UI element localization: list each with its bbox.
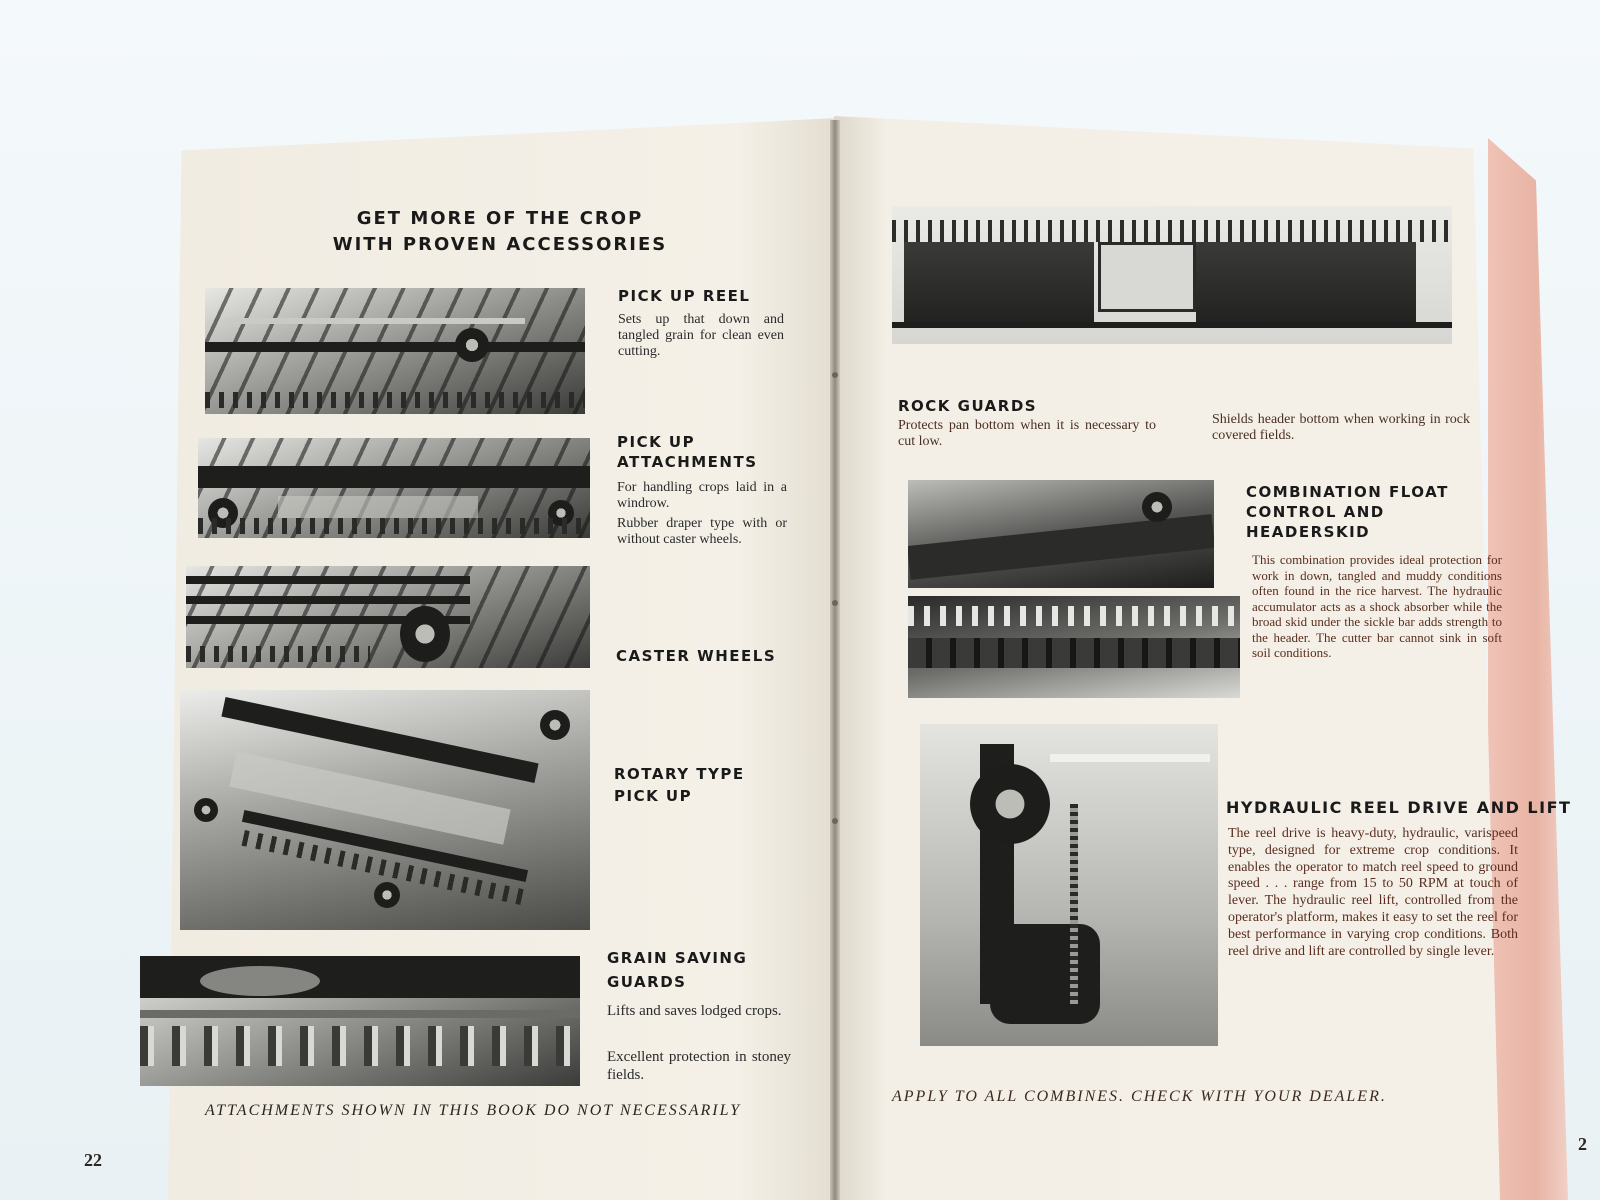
grain-saving-guards-heading-2: GUARDS: [607, 973, 687, 991]
pick-up-reel-heading: PICK UP REEL: [618, 287, 751, 305]
rotary-pick-up-heading: ROTARY TYPE: [614, 765, 745, 783]
pick-up-attachments-text-2: Rubber draper type with or without caster wheels.: [617, 516, 787, 547]
page-title-line-2: WITH PROVEN ACCESSORIES: [332, 234, 668, 255]
left-footer-note: ATTACHMENTS SHOWN IN THIS BOOK DO NOT NECESSARILY: [205, 1102, 742, 1119]
grain-saving-guards-photo: [140, 956, 580, 1086]
rock-guards-text-right: Shields header bottom when working in rock covered fields.: [1212, 412, 1470, 443]
float-control-photo-bottom: [908, 596, 1240, 698]
float-control-photo-top: [908, 480, 1214, 588]
right-page-number: 2: [1578, 1134, 1587, 1154]
float-control-heading-1: COMBINATION FLOAT: [1246, 483, 1449, 501]
page-stack-edge: [1488, 138, 1568, 1200]
left-page-number: 22: [84, 1150, 102, 1170]
rock-guards-photo: [892, 206, 1452, 344]
float-control-heading-3: HEADERSKID: [1246, 523, 1371, 541]
book-spine: [830, 120, 840, 1200]
right-footer-note: APPLY TO ALL COMBINES. CHECK WITH YOUR DEALER.: [892, 1088, 1387, 1105]
spine-stitch: [832, 372, 838, 378]
rock-guards-text-left: Protects pan bottom when it is necessary to cut low.: [898, 418, 1156, 449]
grain-saving-guards-text-2: Excellent protection in stoney fields.: [607, 1049, 791, 1083]
spine-stitch: [832, 600, 838, 606]
hydraulic-reel-drive-photo: [920, 724, 1218, 1046]
rotary-pick-up-heading-2: PICK UP: [614, 787, 693, 805]
pick-up-reel-photo: [205, 288, 585, 414]
spine-stitch: [832, 818, 838, 824]
rotary-pick-up-photo: [180, 690, 590, 930]
caster-wheels-photo: [186, 566, 590, 668]
pick-up-attachments-heading: PICK UP: [617, 433, 696, 451]
hydraulic-reel-drive-heading: HYDRAULIC REEL DRIVE AND LIFT: [1226, 798, 1572, 817]
rock-guards-heading: ROCK GUARDS: [898, 397, 1038, 415]
pick-up-attachments-text-1: For handling crops laid in a windrow.: [617, 480, 787, 511]
grain-saving-guards-heading: GRAIN SAVING: [607, 949, 748, 967]
pick-up-attachment-photo: [198, 438, 590, 538]
grain-saving-guards-text-1: Lifts and saves lodged crops.: [607, 1003, 782, 1019]
pick-up-attachments-heading-2: ATTACHMENTS: [617, 453, 758, 471]
float-control-heading-2: CONTROL AND: [1246, 503, 1385, 521]
hydraulic-reel-drive-text: The reel drive is heavy-duty, hydraulic, varispeed type, designed for extreme crop conditions. It enables the operator to match reel speed to ground speed . . . range from 15 to 50 RPM at touch of lever. The hydraulic reel lift, controlled from the operator's platform, makes it easy to set the reel for best performance in varying crop conditions. Both reel drive and lift are controlled by single lever.: [1228, 826, 1518, 959]
caster-wheels-heading: CASTER WHEELS: [616, 647, 777, 665]
float-control-text: This combination provides ideal protection for work in down, tangled and muddy conditions often found in the rice harvest. The hydraulic accumulator acts as a shock absorber while the broad skid under the sickle bar adds strength to the header. The cutter bar cannot sink in soft soil conditions.: [1252, 552, 1502, 660]
pick-up-reel-text: Sets up that down and tangled grain for clean even cutting.: [618, 312, 784, 359]
page-title-line-1: GET MORE OF THE CROP: [356, 208, 644, 229]
